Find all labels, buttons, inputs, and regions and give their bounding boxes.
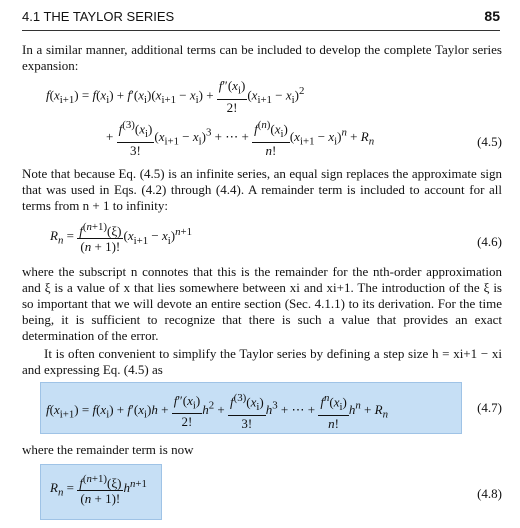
paragraph-subscript: where the subscript n connotes that this is the remainder for the nth-order approximation and ξ is a value of x that lies somewhere between xi and xi+1. The introduction of the ξ is so important that we will devote an entire section (Sec. 4.1.1) to its derivation. For the time being, it is sufficient to recognize that there is such a value that provides an exact determination of the error. (22, 264, 502, 343)
equation-number-4-8: (4.8) (477, 486, 502, 501)
page-number: 85 (484, 8, 500, 24)
equation-4-5-line1: $f(x_{i+1}) = f(x_i) + f'(x_i)(x_{i+1} - x_i)$ + $\frac{f''(x_i)}{2!}$ $(x_{i+1} - x_i)^2$ (46, 78, 305, 115)
paragraph-step-size: It is often convenient to simplify the Taylor series by defining a step size h = xi+1 − xi and expressing Eq. (4.5) as (22, 346, 502, 377)
paragraph-intro: In a similar manner, additional terms can be included to develop the complete Taylor series expansion: (22, 42, 502, 73)
equation-4-8: $R_n$ = $\frac{f^{(n+1)}(\xi)}{(n + 1)!}$ $h^{n+1}$ (50, 473, 147, 507)
equation-number-4-5: (4.5) (477, 134, 502, 149)
equation-4-6: $R_n$ = $\frac{f^{(n+1)}(\xi)}{(n + 1)!}$ $(x_{i+1} - x_i)^{n+1}$ (50, 221, 193, 255)
running-header (22, 8, 500, 31)
paragraph-remainder-now: where the remainder term is now (22, 442, 194, 457)
paragraph-remainder: Note that because Eq. (4.5) is an infinite series, an equal sign replaces the approximate sign that was used in Eqs. (4.2) through (4.4). A remainder term is included to account for all terms from n + 1 to infinity: (22, 166, 502, 213)
equation-number-4-6: (4.6) (477, 234, 502, 249)
equation-4-5-line2: + $\frac{f^{(3)}(x_i)}{3!}$ $(x_{i+1} - x_i)^3$ + ⋯ + $\frac{f^{(n)}(x_i)}{n!}$ $(x_{i+1} - x_i)^n + R_n$ (106, 119, 375, 158)
section-title: 4.1 THE TAYLOR SERIES (22, 9, 175, 24)
equation-number-4-7: (4.7) (477, 400, 502, 415)
equation-4-7: $f(x_{i+1}) = f(x_i) + f'(x_i)h$ + $\frac{f''(x_i)}{2!}$ $h^2$ + $\frac{f^{(3)}(x_i)}{3!}$ $h^3$ + ⋯ + $\frac{f^n(x_i)}{n!}$ $h^n + R_n$ (46, 392, 388, 431)
